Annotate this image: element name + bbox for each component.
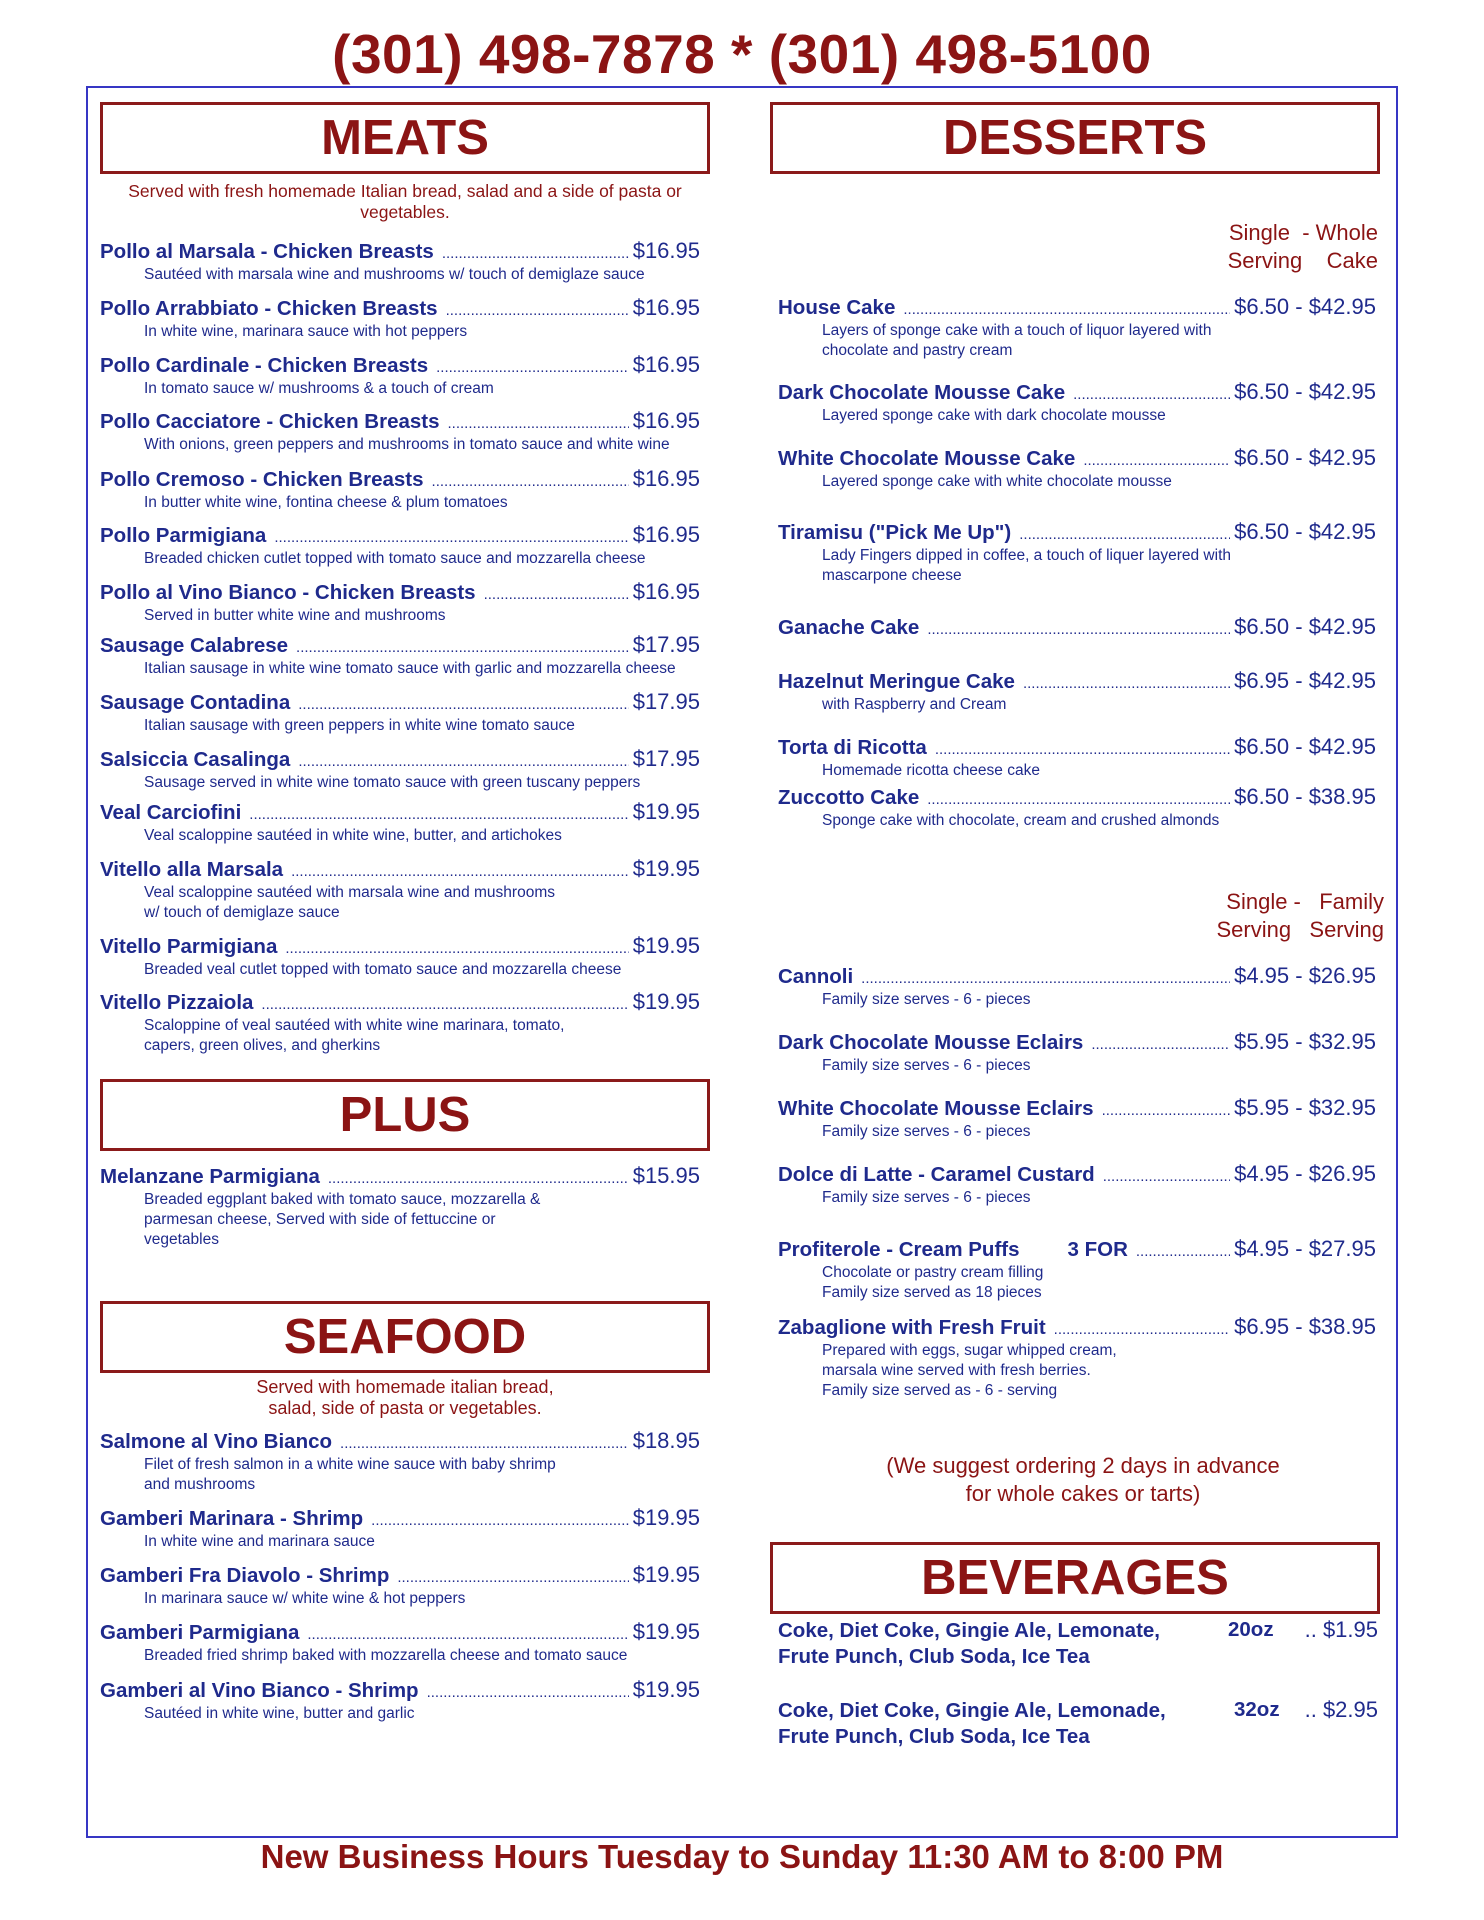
family-column-header: Single - Family Serving Serving (1216, 889, 1384, 942)
item-price: $19.95 (632, 989, 700, 1014)
menu-item-row (100, 1677, 700, 1703)
dot-leader (340, 1435, 629, 1452)
business-hours: New Business Hours Tuesday to Sunday 11:30 AM to 8:00 PM (260, 1838, 1224, 1875)
item-description: Family size serves - 6 - pieces (822, 1123, 1031, 1140)
item-price: $6.50 - $42.95 (1234, 379, 1376, 404)
menu-item-row (778, 614, 1376, 640)
item-price: $19.95 (632, 1677, 700, 1702)
item-name: Vitello alla Marsala (100, 858, 284, 881)
item-description: Sponge cake with chocolate, cream and crushed almonds (822, 812, 1220, 829)
item-name: Vitello Pizzaiola (100, 991, 254, 1014)
menu-item-row (100, 352, 700, 378)
menu-item (100, 522, 700, 569)
desserts-title: DESSERTS (770, 102, 1380, 174)
dot-leader (1073, 386, 1230, 403)
dot-leader (927, 791, 1230, 808)
item-price: $6.50 - $42.95 (1234, 519, 1376, 544)
seafood-note: Served with homemade italian bread, salad, side of pasta or vegetables. (256, 1377, 554, 1418)
item-name: Pollo al Vino Bianco - Chicken Breasts (100, 581, 476, 604)
dot-leader (442, 245, 629, 262)
menu-item (100, 579, 700, 626)
menu-item-row (100, 689, 700, 715)
menu-item-row (100, 856, 700, 882)
item-name: Pollo al Marsala - Chicken Breasts (100, 240, 434, 263)
menu-item (100, 933, 700, 980)
beverage-price: .. $2.95 (1304, 1697, 1378, 1722)
menu-item (778, 1236, 1376, 1303)
menu-item (778, 963, 1376, 1010)
dot-leader (1102, 1102, 1231, 1119)
meats-note: Served with fresh homemade Italian bread, salad and a side of pasta or vegetables. (128, 181, 682, 222)
menu-item-row (778, 445, 1376, 471)
menu-item (100, 466, 700, 513)
item-description: with Raspberry and Cream (822, 696, 1007, 713)
item-description: With onions, green peppers and mushrooms in tomato sauce and white wine (144, 436, 670, 453)
item-price: $16.95 (632, 466, 700, 491)
item-price: $6.50 - $42.95 (1234, 734, 1376, 759)
item-name: Dark Chocolate Mousse Cake (778, 381, 1066, 404)
menu-item (100, 352, 700, 399)
dot-leader (1023, 675, 1230, 692)
dot-leader (1054, 1321, 1230, 1338)
item-description: Sautéed with marsala wine and mushrooms w/ touch of demiglaze sauce (144, 266, 645, 283)
dot-leader (1083, 452, 1230, 469)
item-description: Breaded chicken cutlet topped with tomato sauce and mozzarella cheese (144, 550, 646, 567)
item-name: Salmone al Vino Bianco (100, 1430, 333, 1453)
menu-item (778, 445, 1376, 492)
dot-leader (1136, 1243, 1230, 1260)
item-price: $16.95 (632, 579, 700, 604)
item-description: Layered sponge cake with dark chocolate mousse (822, 407, 1166, 424)
menu-item-row (100, 1428, 700, 1454)
menu-item (100, 408, 700, 455)
cake-column-header: Single - Whole Serving Cake (1227, 220, 1378, 273)
item-price: $17.95 (632, 746, 700, 771)
item-price: $16.95 (632, 408, 700, 433)
menu-item-row (100, 522, 700, 548)
item-price: $17.95 (632, 632, 700, 657)
item-name: Pollo Parmigiana (100, 524, 267, 547)
menu-item (778, 519, 1376, 586)
meats-title: MEATS (100, 102, 710, 174)
item-name: Pollo Cacciatore - Chicken Breasts (100, 410, 440, 433)
item-price: $16.95 (632, 352, 700, 377)
menu-item-row (100, 1163, 700, 1189)
item-description: Breaded veal cutlet topped with tomato sauce and mozzarella cheese (144, 961, 622, 978)
item-name: Melanzane Parmigiana (100, 1165, 320, 1188)
menu-item (100, 799, 700, 846)
item-price: $16.95 (632, 522, 700, 547)
menu-item-row (100, 1562, 700, 1588)
item-name: Zabaglione with Fresh Fruit (778, 1316, 1046, 1339)
item-price: $5.95 - $32.95 (1234, 1095, 1376, 1120)
item-name: Hazelnut Meringue Cake (778, 670, 1015, 693)
item-price: $6.95 - $38.95 (1234, 1314, 1376, 1339)
dot-leader (298, 696, 628, 713)
menu-item-row (100, 295, 700, 321)
menu-item-row (778, 379, 1376, 405)
dot-leader (261, 996, 628, 1013)
menu-item-row (778, 668, 1376, 694)
item-name: Pollo Cardinale - Chicken Breasts (100, 354, 429, 377)
item-name: Tiramisu ("Pick Me Up") (778, 521, 1012, 544)
item-price: $16.95 (632, 238, 700, 263)
menu-item-row (778, 1095, 1376, 1121)
dot-leader (861, 970, 1230, 987)
menu-item (100, 856, 700, 923)
dot-leader (432, 473, 629, 490)
item-price: $6.50 - $38.95 (1234, 784, 1376, 809)
item-description: Layers of sponge cake with a touch of liquor layered with chocolate and pastry cream (822, 322, 1212, 359)
dot-leader (1091, 1036, 1230, 1053)
item-price: $5.95 - $32.95 (1234, 1029, 1376, 1054)
menu-item-row (100, 466, 700, 492)
item-price: $19.95 (632, 1619, 700, 1644)
menu-item (778, 1029, 1376, 1076)
dot-leader (371, 1512, 629, 1529)
item-name: Pollo Cremoso - Chicken Breasts (100, 468, 424, 491)
item-description: Served in butter white wine and mushrooms (144, 607, 446, 624)
phone-numbers: (301) 498-7878 * (301) 498-5100 (332, 23, 1152, 85)
menu-item-row (778, 294, 1376, 320)
dot-leader (249, 806, 628, 823)
menu-item-row (778, 519, 1376, 545)
menu-item (100, 1428, 700, 1495)
item-price: $4.95 - $26.95 (1234, 963, 1376, 988)
item-name: Veal Carciofini (100, 801, 242, 824)
menu-item (100, 295, 700, 342)
dot-leader (274, 529, 628, 546)
dot-leader (307, 1626, 628, 1643)
menu-item (100, 1619, 700, 1666)
item-price: $6.50 - $42.95 (1234, 445, 1376, 470)
menu-item (778, 294, 1376, 361)
item-description: Italian sausage with green peppers in white wine tomato sauce (144, 717, 575, 734)
dot-leader (903, 301, 1230, 318)
item-name: Dark Chocolate Mousse Eclairs (778, 1031, 1084, 1054)
menu-item (100, 989, 700, 1056)
item-name: Cannoli (778, 965, 854, 988)
menu-item-row (778, 1161, 1376, 1187)
item-description: Breaded fried shrimp baked with mozzarella cheese and tomato sauce (144, 1647, 628, 1664)
item-price: $4.95 - $26.95 (1234, 1161, 1376, 1186)
menu-item-row (100, 579, 700, 605)
menu-item-row (100, 1619, 700, 1645)
menu-item-row (100, 632, 700, 658)
item-name: White Chocolate Mousse Eclairs (778, 1097, 1094, 1120)
item-name: Gamberi Parmigiana (100, 1621, 300, 1644)
dot-leader (484, 586, 629, 603)
dot-leader (291, 863, 629, 880)
menu-item-row (100, 933, 700, 959)
item-description: Chocolate or pastry cream filling Family size served as 18 pieces (822, 1264, 1044, 1301)
item-price: $19.95 (632, 856, 700, 881)
item-price: $19.95 (632, 933, 700, 958)
menu-item-row (100, 238, 700, 264)
menu-item (778, 1161, 1376, 1208)
item-description: Breaded eggplant baked with tomato sauce, mozzarella & parmesan cheese, Served with side of fettuccine or vegetables (144, 1191, 541, 1248)
order-advance-note: (We suggest ordering 2 days in advance for whole cakes or tarts) (886, 1453, 1280, 1506)
menu-item (100, 1163, 700, 1250)
beverage-size: 20oz (1228, 1618, 1274, 1641)
item-name: Gamberi al Vino Bianco - Shrimp (100, 1679, 419, 1702)
item-price: $15.95 (632, 1163, 700, 1188)
menu-item-row (778, 1314, 1376, 1340)
item-name: Pollo Arrabbiato - Chicken Breasts (100, 297, 438, 320)
beverage-name: Coke, Diet Coke, Gingie Ale, Lemonate, Frute Punch, Club Soda, Ice Tea (778, 1619, 1160, 1668)
menu-item (778, 784, 1376, 831)
dot-leader (397, 1569, 628, 1586)
item-price: $6.50 - $42.95 (1234, 614, 1376, 639)
menu-item (778, 1095, 1376, 1142)
item-description: Family size serves - 6 - pieces (822, 1057, 1031, 1074)
menu-item-row (100, 989, 700, 1015)
menu-item (100, 632, 700, 679)
item-description: Family size serves - 6 - pieces (822, 1189, 1031, 1206)
item-description: In white wine and marinara sauce (144, 1533, 375, 1550)
menu-item (100, 746, 700, 793)
item-price: $19.95 (632, 1562, 700, 1587)
item-description: Sautéed in white wine, butter and garlic (144, 1705, 415, 1722)
menu-item (100, 1677, 700, 1724)
menu-item-row (778, 1029, 1376, 1055)
item-price: $6.95 - $42.95 (1234, 668, 1376, 693)
item-name: Gamberi Marinara - Shrimp (100, 1507, 364, 1530)
menu-item (778, 379, 1376, 426)
item-price: $4.95 - $27.95 (1234, 1236, 1376, 1261)
menu-frame (86, 86, 1398, 1838)
item-description: Scaloppine of veal sautéed with white wine marinara, tomato, capers, green olives, and gherkins (144, 1017, 565, 1054)
menu-item (778, 614, 1376, 640)
dot-leader (927, 621, 1230, 638)
menu-item-row (778, 734, 1376, 760)
menu-item (100, 1505, 700, 1552)
beverages-title: BEVERAGES (770, 1542, 1380, 1614)
item-description: Veal scaloppine sautéed in white wine, butter, and artichokes (144, 827, 562, 844)
item-name: Zuccotto Cake (778, 786, 920, 809)
seafood-title: SEAFOOD (100, 1301, 710, 1373)
menu-item-row (778, 784, 1376, 810)
item-name: Ganache Cake (778, 616, 920, 639)
item-name: Sausage Calabrese (100, 634, 289, 657)
item-name: Profiterole - Cream Puffs (778, 1238, 1020, 1261)
menu-item-row (778, 963, 1376, 989)
item-name: Torta di Ricotta (778, 736, 927, 759)
item-description: In tomato sauce w/ mushrooms & a touch of cream (144, 380, 494, 397)
item-description: Italian sausage in white wine tomato sauce with garlic and mozzarella cheese (144, 660, 676, 677)
dot-leader (427, 1684, 629, 1701)
item-price: $19.95 (632, 799, 700, 824)
dot-leader (296, 639, 629, 656)
dot-leader (1019, 526, 1230, 543)
menu-item (778, 1314, 1376, 1401)
dot-leader (298, 753, 628, 770)
item-description: Sausage served in white wine tomato sauce with green tuscany peppers (144, 774, 641, 791)
item-extra: 3 FOR (1067, 1238, 1128, 1261)
item-description: Homemade ricotta cheese cake (822, 762, 1040, 779)
item-name: Sausage Contadina (100, 691, 291, 714)
menu-item (100, 1562, 700, 1609)
beverage-item (778, 1698, 1378, 1750)
item-name: Gamberi Fra Diavolo - Shrimp (100, 1564, 390, 1587)
menu-item-row (100, 408, 700, 434)
menu-item-row (100, 799, 700, 825)
item-name: White Chocolate Mousse Cake (778, 447, 1076, 470)
item-price: $17.95 (632, 689, 700, 714)
menu-item-row (100, 746, 700, 772)
beverage-price: .. $1.95 (1304, 1617, 1378, 1642)
dot-leader (1103, 1168, 1230, 1185)
item-price: $19.95 (632, 1505, 700, 1530)
beverage-item (778, 1618, 1378, 1670)
dot-leader (446, 302, 629, 319)
item-description: Veal scaloppine sautéed with marsala wine and mushrooms w/ touch of demiglaze sauce (144, 884, 555, 921)
beverage-name: Coke, Diet Coke, Gingie Ale, Lemonade, Frute Punch, Club Soda, Ice Tea (778, 1699, 1166, 1748)
item-description: Filet of fresh salmon in a white wine sauce with baby shrimp and mushrooms (144, 1456, 556, 1493)
item-name: Dolce di Latte - Caramel Custard (778, 1163, 1095, 1186)
menu-item (778, 668, 1376, 715)
beverage-size: 32oz (1234, 1698, 1280, 1721)
menu-item (778, 734, 1376, 781)
dot-leader (448, 415, 629, 432)
plus-title: PLUS (100, 1079, 710, 1151)
item-name: Vitello Parmigiana (100, 935, 278, 958)
menu-item (100, 689, 700, 736)
dot-leader (285, 940, 628, 957)
item-price: $18.95 (632, 1428, 700, 1453)
item-name: House Cake (778, 296, 896, 319)
item-price: $16.95 (632, 295, 700, 320)
dot-leader (436, 359, 629, 376)
item-description: Prepared with eggs, sugar whipped cream, marsala wine served with fresh berries. Family size served as - 6 - serving (822, 1342, 1117, 1399)
dot-leader (328, 1170, 629, 1187)
item-description: Family size serves - 6 - pieces (822, 991, 1031, 1008)
menu-item-row (778, 1236, 1376, 1262)
item-description: In marinara sauce w/ white wine & hot peppers (144, 1590, 466, 1607)
menu-item-row (100, 1505, 700, 1531)
item-price: $6.50 - $42.95 (1234, 294, 1376, 319)
dot-leader (935, 741, 1230, 758)
item-name: Salsiccia Casalinga (100, 748, 291, 771)
menu-item (100, 238, 700, 285)
item-description: Layered sponge cake with white chocolate mousse (822, 473, 1172, 490)
item-description: Lady Fingers dipped in coffee, a touch of liquer layered with mascarpone cheese (822, 547, 1231, 584)
item-description: In white wine, marinara sauce with hot peppers (144, 323, 468, 340)
item-description: In butter white wine, fontina cheese & plum tomatoes (144, 494, 508, 511)
